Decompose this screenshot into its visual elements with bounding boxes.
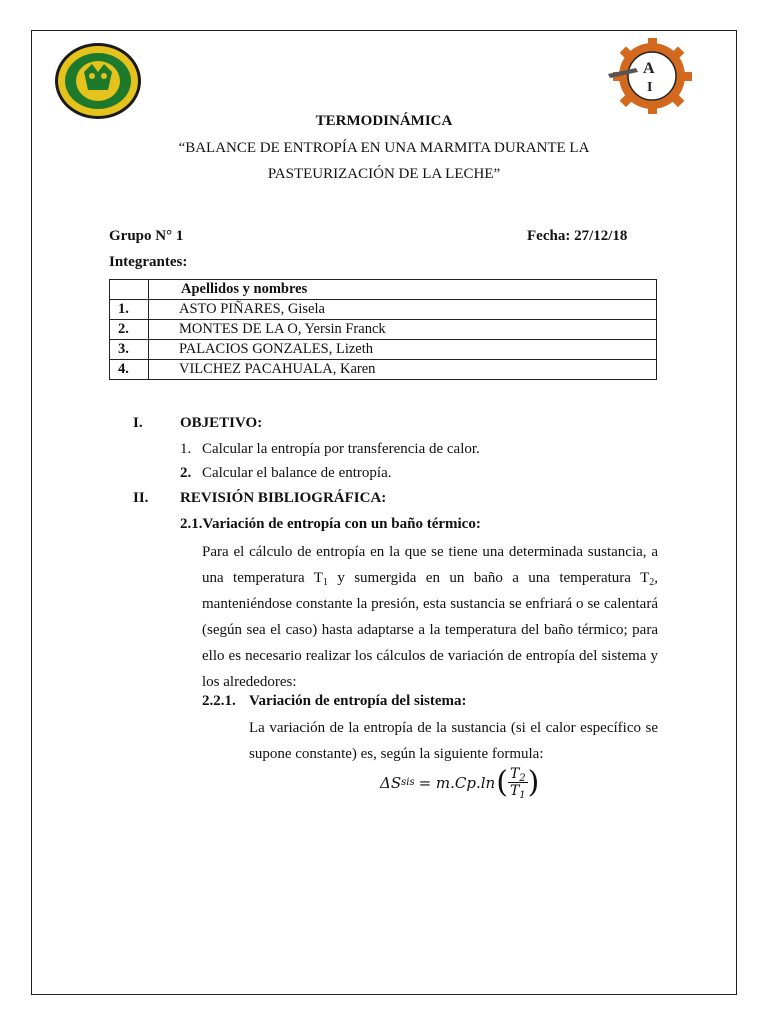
member-name: MONTES DE LA O, Yersin Franck <box>149 320 657 340</box>
objective-2-text: Calcular el balance de entropía. <box>202 465 392 481</box>
row-number: 2. <box>110 320 149 340</box>
eq-lhs: ΔS <box>380 773 402 792</box>
section-2-title: REVISIÓN BIBLIOGRÁFICA: <box>180 490 387 506</box>
member-name: VILCHEZ PACAHUALA, Karen <box>149 360 657 380</box>
eq-numerator-sub: 2 <box>519 773 526 784</box>
subsection-2-2-1-title: Variación de entropía del sistema: <box>249 693 467 709</box>
objective-1-text: Calcular la entropía por transferencia de calor. <box>202 441 480 457</box>
member-name: ASTO PIÑARES, Gisela <box>149 300 657 320</box>
university-seal-logo <box>54 42 142 120</box>
objective-2-number: 2. <box>180 465 192 481</box>
paragraph-text: y sumergida en un baño a una temperatura T <box>327 570 650 586</box>
table-header-row <box>110 280 657 300</box>
svg-text:A: A <box>643 60 655 77</box>
subscript: 1 <box>322 577 328 588</box>
date-label: Fecha: 27/12/18 <box>527 228 628 244</box>
faculty-gear-logo <box>606 38 692 114</box>
table-header-num <box>110 280 149 300</box>
course-title: TERMODINÁMICA <box>315 113 453 129</box>
row-number: 4. <box>110 360 149 380</box>
members-table <box>109 279 657 380</box>
row-number: 1. <box>110 300 149 320</box>
table-row <box>110 360 657 380</box>
doc-title-line1: “BALANCE DE ENTROPÍA EN UNA MARMITA DURANTE LA <box>178 140 590 156</box>
entropy-equation: ΔS sis = m.Cp.ln ( $T_2$ $T_1$ ) <box>380 765 540 801</box>
subsection-2-2-1-number: 2.2.1. <box>202 693 236 709</box>
paragraph-text: , manteniéndose constante la presión, esta sustancia se enfriará o se calentará (según sea el caso) hasta adaptarse a la temperatura del baño térmico; para ello es necesario realizar los cálculos de variación de entropía del sistema y los alrededores: <box>202 570 658 690</box>
member-name: PALACIOS GONZALES, Lizeth <box>149 340 657 360</box>
paragraph-system: La variación de la entropía de la sustancia (si el calor específico se supone constante) es, según la siguiente formula: <box>249 720 658 762</box>
paragraph-text: Para el cálculo de entropía en la que se tiene una determinada sustancia, a una temperatura T <box>202 544 658 586</box>
section-2-number: II. <box>133 490 149 506</box>
subscript: 2 <box>649 577 655 588</box>
eq-denominator-sub: 1 <box>519 790 526 801</box>
eq-paren-close: ) <box>527 765 540 800</box>
eq-denominator: T <box>509 783 520 799</box>
eq-paren-open: ( <box>496 765 508 800</box>
section-1-title: OBJETIVO: <box>180 415 263 431</box>
table-row <box>110 340 657 360</box>
table-header-name: Apellidos y nombres <box>149 280 657 300</box>
section-1-number: I. <box>133 415 143 431</box>
objective-1-number: 1. <box>180 441 192 457</box>
row-number: 3. <box>110 340 149 360</box>
paragraph-bath <box>202 539 658 695</box>
doc-title-line2: PASTEURIZACIÓN DE LA LECHE” <box>267 166 501 182</box>
eq-numerator: T <box>509 766 520 782</box>
svg-text:I: I <box>647 80 653 95</box>
subsection-2-1-title: 2.1.Variación de entropía con un baño térmico: <box>180 516 481 532</box>
eq-fraction <box>508 766 528 799</box>
members-label: Integrantes: <box>109 254 188 270</box>
group-label: Grupo N° 1 <box>109 228 184 244</box>
table-row <box>110 300 657 320</box>
eq-rhs: = m.Cp.ln <box>418 773 496 792</box>
table-row <box>110 320 657 340</box>
